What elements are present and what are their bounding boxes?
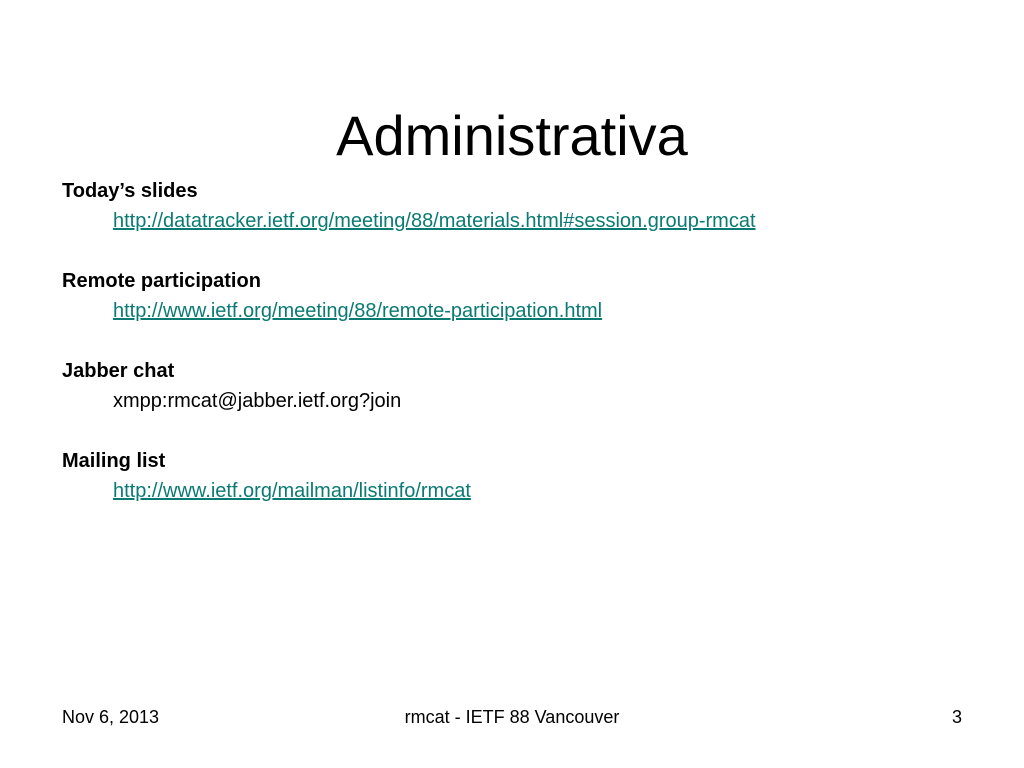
- remote-participation-link[interactable]: http://www.ietf.org/meeting/88/remote-participation.html: [113, 300, 603, 322]
- section-heading: Jabber chat: [62, 360, 175, 382]
- section-remote-participation: [62, 266, 982, 326]
- section-mailing-list: [62, 446, 982, 506]
- section-heading: Mailing list: [62, 450, 166, 472]
- section-jabber-chat: [62, 356, 982, 416]
- section-detail: [62, 476, 982, 506]
- section-detail: [62, 206, 982, 236]
- section-todays-slides: [62, 176, 982, 236]
- section-heading: Today’s slides: [62, 180, 198, 202]
- mailing-list-link[interactable]: http://www.ietf.org/mailman/listinfo/rmcat: [113, 480, 471, 502]
- slide-content: [62, 176, 982, 536]
- page-number: 3: [951, 707, 962, 727]
- todays-slides-link[interactable]: http://datatracker.ietf.org/meeting/88/materials.html#session.group-rmcat: [113, 210, 756, 232]
- slide-title: Administrativa: [336, 103, 688, 167]
- section-detail: [62, 296, 982, 326]
- jabber-address: xmpp:rmcat@jabber.ietf.org?join: [113, 390, 402, 412]
- section-heading: Remote participation: [62, 270, 261, 292]
- footer-title: rmcat - IETF 88 Vancouver: [404, 707, 620, 727]
- footer-date: Nov 6, 2013: [62, 707, 160, 727]
